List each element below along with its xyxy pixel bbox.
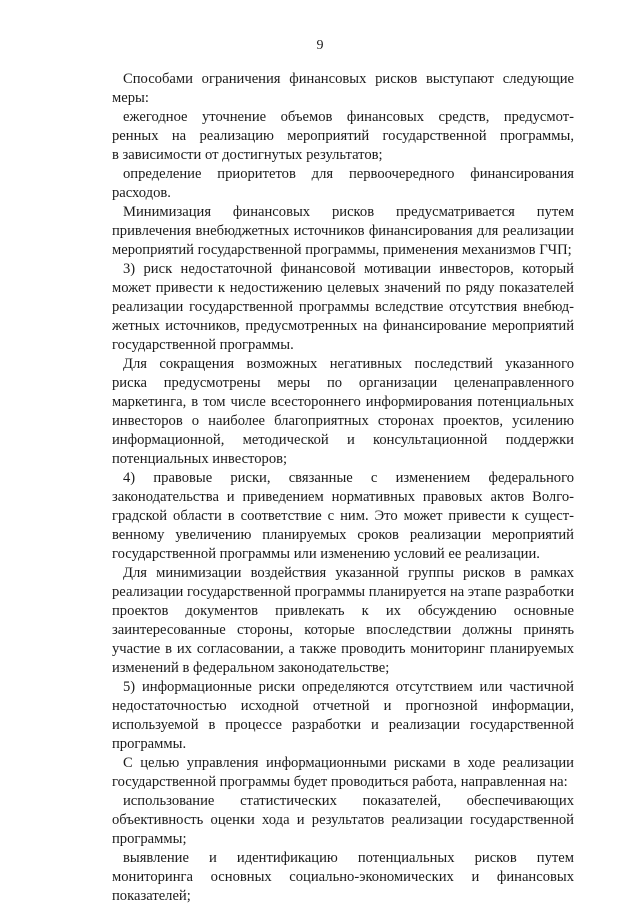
text-line: Минимизация финансовых рисков предусматривается путем (123, 204, 574, 220)
text-line: С целью управления информационными рисками в ходе реализации (123, 755, 574, 771)
text-line: государственной программы или изменению условий ее реализации. (112, 546, 540, 562)
text-line: Для сокращения возможных негативных последствий указанного (123, 356, 574, 372)
text-line: законодательства и приведением нормативных правовых актов Волго- (112, 489, 574, 505)
text-line: жетных источников, предусмотренных на финансирование мероприятий (112, 318, 574, 334)
text-line: Способами ограничения финансовых рисков выступают следующие (123, 71, 574, 87)
text-line: ренных на реализацию мероприятий государственной программы, (112, 128, 574, 144)
paragraph-risk-identification (112, 849, 574, 906)
text-line: ежегодное уточнение объемов финансовых средств, предусмот- (123, 109, 574, 125)
text-line: программы. (112, 736, 187, 752)
text-line: градской области в соответствие с ним. Это может привести к сущест- (112, 508, 574, 524)
paragraph-risk-3-mitigation (112, 355, 574, 469)
paragraph-priorities (112, 165, 574, 203)
text-line: риска предусмотрены меры по организации целенаправленного (112, 375, 574, 391)
text-line: реализации государственной программы планируется на этапе разработки (112, 584, 574, 600)
text-line: 5) информационные риски определяются отсутствием или частичной (123, 679, 574, 695)
text-line: расходов. (112, 185, 171, 201)
text-line: недостаточностью исходной отчетной и прогнозной информации, (112, 698, 574, 714)
text-line: заинтересованные стороны, которые впоследствии должны принять (112, 622, 574, 638)
text-line: мероприятий государственной программы, применения механизмов ГЧП; (112, 242, 572, 258)
text-line: 4) правовые риски, связанные с изменением федерального (123, 470, 574, 486)
text-line: венному увеличению планируемых сроков реализации мероприятий (112, 527, 574, 543)
text-line: информационной, методической и консультационной поддержки (112, 432, 574, 448)
text-line: используемой в процессе разработки и реализации государственной (112, 717, 574, 733)
text-line: изменений в федеральном законодательстве; (112, 660, 390, 676)
paragraph-annual-adjustment (112, 108, 574, 165)
text-line: определение приоритетов для первоочередного финансирования (123, 166, 574, 182)
text-line: участие в их согласовании, а также проводить мониторинг планируемых (112, 641, 574, 657)
text-line: маркетинга, в том числе всестороннего информирования потенциальных (112, 394, 574, 410)
text-line: может привести к недостижению целевых значений по ряду показателей (112, 280, 574, 296)
paragraph-statistics-use (112, 792, 574, 849)
text-line: привлечения внебюджетных источников финансирования для реализации (112, 223, 574, 239)
text-line: потенциальных инвесторов; (112, 451, 288, 467)
document-body (112, 70, 574, 906)
text-line: 3) риск недостаточной финансовой мотивации инвесторов, который (123, 261, 574, 277)
text-line: выявление и идентификацию потенциальных рисков путем (123, 850, 574, 866)
paragraph-risk-measures-intro (112, 70, 574, 108)
paragraph-risk-5 (112, 678, 574, 754)
text-line: проектов документов привлекать к их обсуждению основные (112, 603, 574, 619)
text-line: реализации государственной программы вследствие отсутствия внебюд- (112, 299, 574, 315)
text-line: программы; (112, 831, 187, 847)
text-line: инвесторов о наиболее благоприятных сторонах проектов, усилению (112, 413, 574, 429)
text-line: показателей; (112, 888, 191, 904)
text-line: Для минимизации воздействия указанной группы рисков в рамках (123, 565, 574, 581)
text-line: в зависимости от достигнутых результатов; (112, 147, 383, 163)
text-line: мониторинга основных социально-экономических и финансовых (112, 869, 574, 885)
paragraph-risk-4-mitigation (112, 564, 574, 678)
paragraph-risk-4 (112, 469, 574, 564)
text-line: меры: (112, 90, 149, 106)
paragraph-minimization (112, 203, 574, 260)
paragraph-risk-3 (112, 260, 574, 355)
text-line: использование статистических показателей, обеспечивающих (123, 793, 574, 809)
text-line: государственной программы. (112, 337, 294, 353)
text-line: государственной программы будет проводиться работа, направленная на: (112, 774, 568, 790)
page-number: 9 (316, 38, 324, 53)
paragraph-info-risk-management (112, 754, 574, 792)
text-line: объективность оценки хода и результатов реализации государственной (112, 812, 574, 828)
